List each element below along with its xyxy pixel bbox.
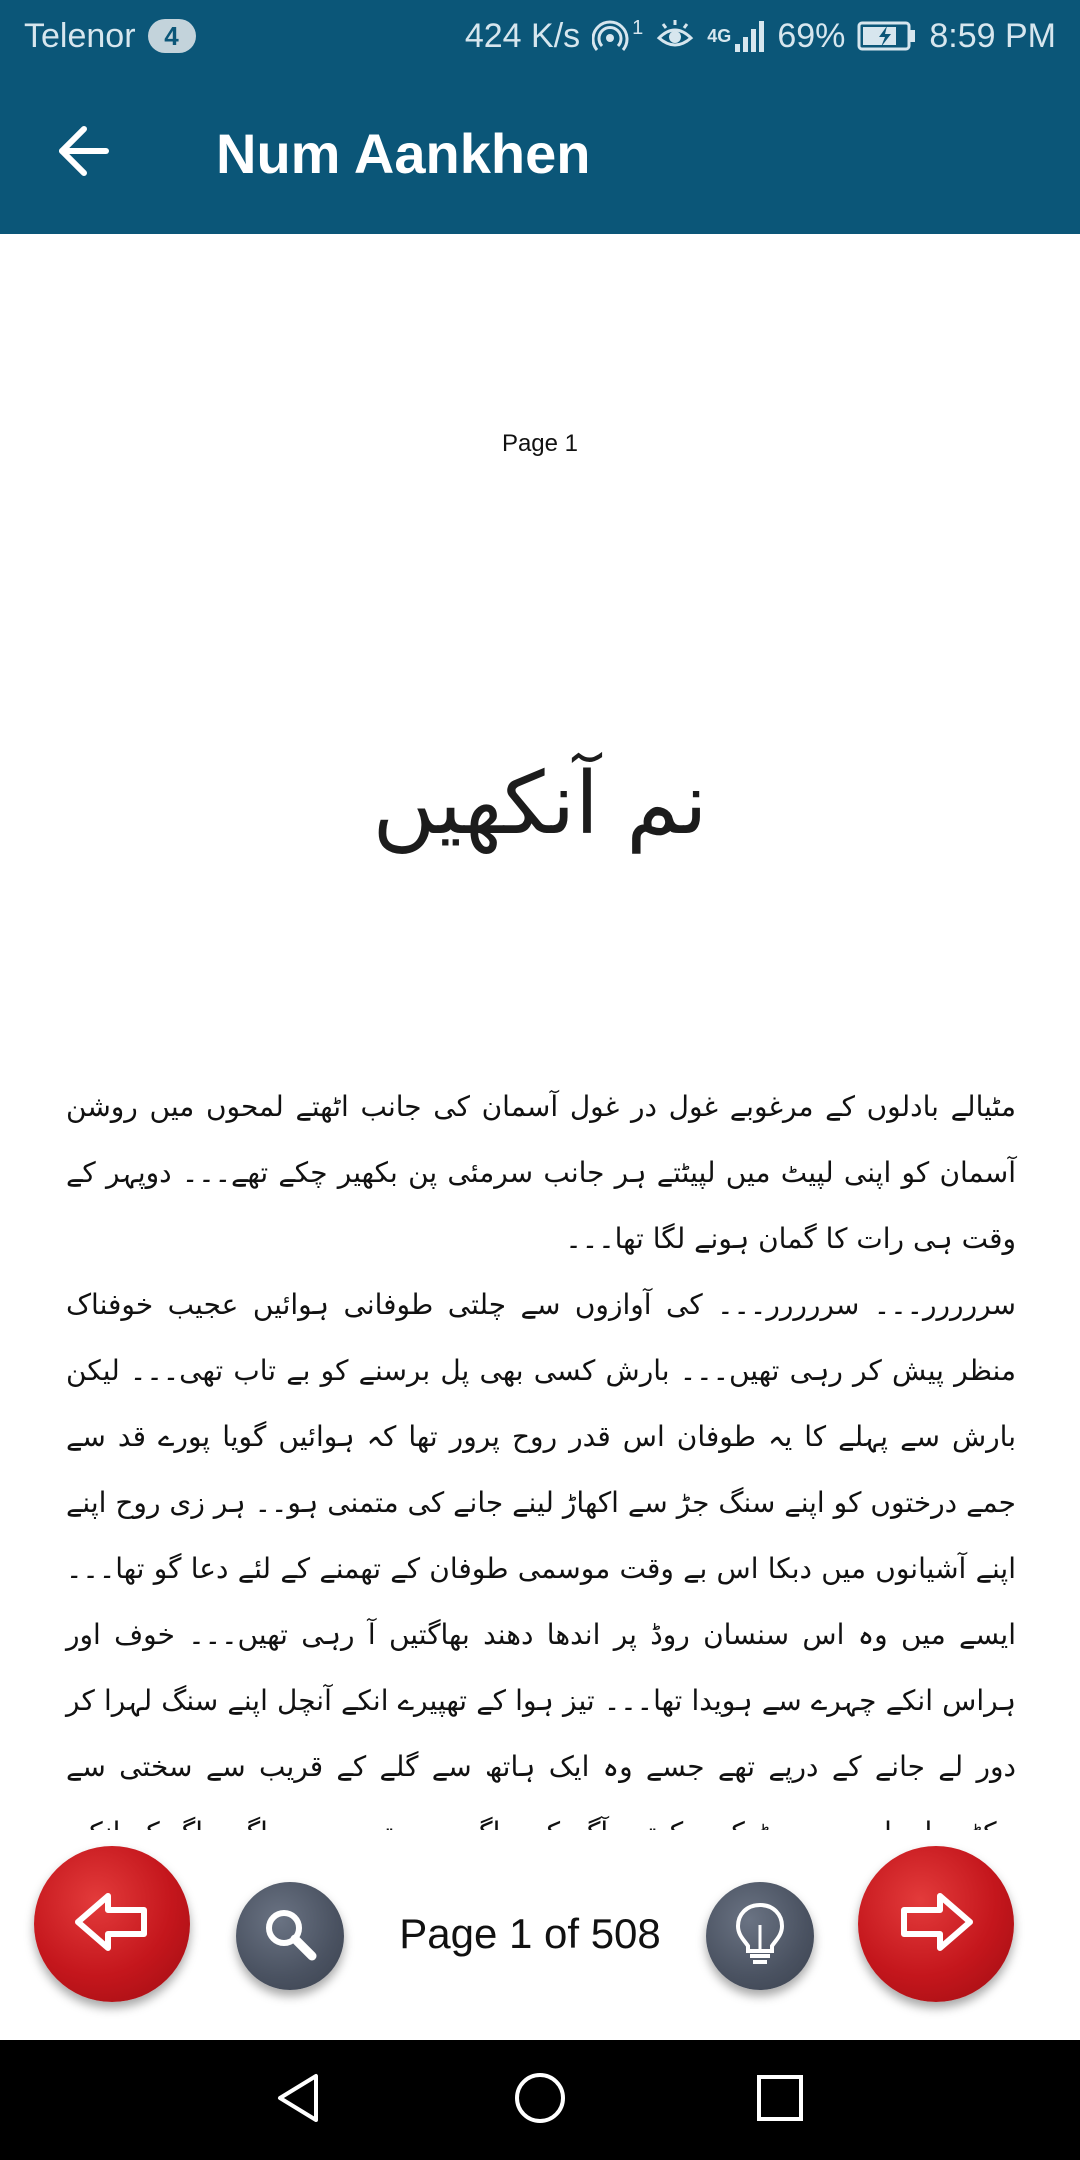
page-indicator: Page 1 of 508	[399, 1910, 661, 1957]
battery-percent: 69%	[777, 16, 846, 55]
lightbulb-icon	[734, 1901, 786, 1972]
page-number-label: Page 1	[501, 430, 579, 457]
status-bar	[0, 0, 1080, 72]
hotspot-count: 1	[632, 16, 644, 39]
book-title: نم آنکھیں	[372, 754, 708, 854]
clock: 8:59 PM	[929, 16, 1056, 55]
paragraph: مٹیالے بادلوں کے مرغوبے غول در غول آسمان کی جانب اٹھتے لمحوں میں روشن آسمان کو اپنی لپیٹ میں لپیٹتے ہر جانب سرمئی پن بکھیر چکے تھے۔۔۔ دوپہر کے وقت ہی رات کا گمان ہونے لگا تھا۔۔۔	[66, 1090, 1016, 1255]
page-text	[66, 1074, 1016, 1932]
network-speed: 424 K/s	[464, 16, 581, 55]
eye-comfort-icon	[655, 16, 695, 56]
system-recents-button[interactable]	[720, 2040, 840, 2160]
back-button[interactable]	[0, 72, 168, 234]
arrow-right-outline-icon	[896, 1890, 976, 1959]
status-right	[465, 16, 1056, 56]
app-title: Num Aankhen	[216, 121, 591, 185]
magnifier-icon	[258, 1902, 322, 1971]
network-type: 4G	[707, 25, 732, 46]
paragraph: سررررر۔۔۔ سررررر۔۔۔ کی آوازوں سے چلتی طوفانی ہوائیں عجیب خوفناک منظر پیش کر رہی تھیں۔۔۔ بارش کسی بھی پل برسنے کو بے تاب تھی۔۔۔ لیکن بارش سے پہلے کا یہ طوفان اس قدر روح پرور تھا کہ ہوائیں گویا پورے قد سے جمے درختوں کو اپنے سنگ جڑ سے اکھاڑ لینے جانے کی متمنی ہو۔۔ ہر زی روح اپنے اپنے آشیانوں میں دبکا اس بے وقت موسمی طوفان کے تھمنے کے لئے دعا گو تھا۔۔۔ ایسے میں وہ اس سنسان روڈ پر اندھا دھند بھاگتیں آ رہی تھیں۔۔۔ خوف اور ہراس انکے چہرے سے ہویدا تھا۔۔۔ تیز ہوا کے تھپیرے انکے آنچل اپنے سنگ لہرا کر دور لے جانے کے درپے تھے جسے وہ ایک ہاتھ سے گلے کے قریب سے سختی سے	[66, 1288, 1016, 1783]
arrow-left-outline-icon	[72, 1890, 152, 1959]
previous-page-button[interactable]	[34, 1846, 190, 2002]
battery-charging-icon	[857, 20, 917, 52]
triangle-back-icon	[272, 2070, 328, 2131]
hotspot-icon	[592, 16, 643, 56]
signal-icon	[707, 18, 765, 54]
system-back-button[interactable]	[240, 2040, 360, 2160]
next-page-button[interactable]	[858, 1846, 1014, 2002]
system-navigation-bar	[0, 2040, 1080, 2160]
square-recents-icon	[752, 2070, 808, 2131]
arrow-back-icon	[56, 123, 112, 184]
notification-count-badge: 4	[148, 19, 196, 53]
lightbulb-button[interactable]	[706, 1882, 814, 1990]
book-page[interactable]	[0, 234, 1080, 1804]
status-left	[24, 17, 196, 56]
circle-home-icon	[512, 2070, 568, 2131]
carrier-name: Telenor	[24, 16, 136, 55]
system-home-button[interactable]	[480, 2040, 600, 2160]
app-bar	[0, 72, 1080, 234]
search-button[interactable]	[236, 1882, 344, 1990]
reader-controls	[0, 1830, 1080, 2040]
